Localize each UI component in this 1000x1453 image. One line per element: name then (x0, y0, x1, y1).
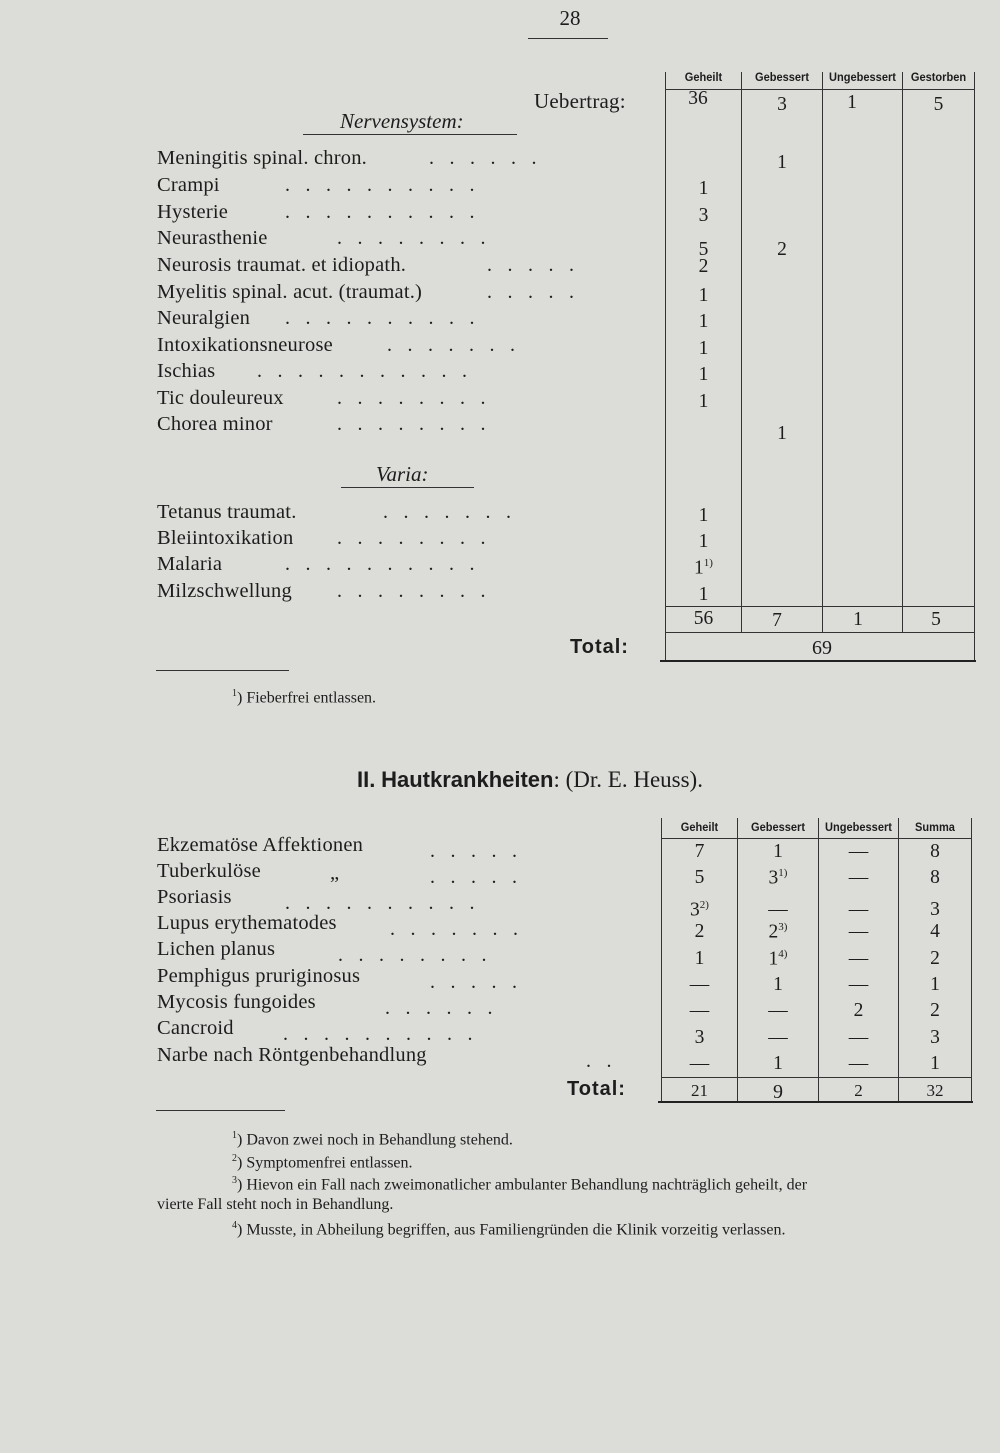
table-cell (899, 921, 971, 943)
cell-value: — (848, 867, 869, 888)
heading-title: Hautkrankheiten (381, 767, 554, 792)
leader-dots: .......... (285, 174, 490, 196)
cell-value: — (848, 1053, 869, 1074)
cell-value: — (848, 899, 869, 920)
row-label: Meningitis spinal. chron. (157, 147, 367, 169)
leader-dots: ..... (430, 840, 533, 862)
subsection-rule (341, 487, 474, 488)
leader-dots: ........ (337, 527, 501, 549)
table-cell (738, 974, 818, 996)
footnote-text: vierte Fall steht noch in Behandlung. (157, 1196, 394, 1213)
cell-value: — (848, 1027, 869, 1048)
footnote-mark: 1 (232, 688, 237, 699)
cell-value: 2 (777, 239, 787, 260)
table1-col-divider (822, 72, 823, 632)
footnote-text: ) Fieberfrei entlassen. (237, 689, 377, 707)
cell-value: 5 (698, 239, 709, 260)
row-label: Malaria (157, 553, 223, 575)
table2-header-rule (662, 838, 971, 839)
footnote-text: ) Symptomenfrei entlassen. (237, 1154, 413, 1172)
leader-dots: ...... (429, 147, 552, 169)
cell-value: 3 (698, 205, 709, 226)
cell-value: — (848, 948, 869, 969)
table-cell (666, 505, 741, 527)
cell-value: 1 (698, 178, 709, 199)
leader-dots: ..... (430, 866, 533, 888)
leader-dots: ........... (257, 360, 483, 382)
table1-total-rule (666, 632, 974, 633)
cell-value: 1 (773, 1053, 783, 1074)
cell-value: — (848, 921, 869, 942)
table2-col-header: Ungebessert (825, 820, 892, 834)
table2-col-header: Summa (915, 820, 955, 834)
footnote-mark: 3) (778, 921, 788, 933)
row-label: Tuberkulöse (157, 860, 261, 882)
table-cell (738, 899, 818, 921)
table-cell (662, 899, 737, 922)
table-cell (738, 841, 818, 863)
page-number: 28 (559, 6, 581, 30)
subsection-title-varia: Varia: (376, 462, 429, 486)
table-cell (662, 1027, 737, 1049)
sum-value: 5 (931, 609, 941, 630)
cell-value: 2 (853, 1000, 864, 1021)
cell-value: 8 (930, 867, 940, 888)
table-cell (662, 1053, 737, 1075)
cell-value: 1 (698, 391, 709, 412)
footnote-text: ) Musste, in Abheilung begriffen, aus Familiengründen die Klinik vorzeitig verlassen. (237, 1221, 786, 1239)
cell-value: 4 (930, 921, 940, 942)
cell-value: 2 (694, 921, 705, 942)
grand-total: 69 (812, 637, 832, 659)
table-cell (899, 899, 971, 921)
row-label: Narbe nach Röntgenbehandlung (157, 1044, 427, 1066)
cell-value: 3 (694, 1027, 705, 1048)
table-cell (819, 921, 898, 943)
cell-value: 3 (690, 899, 700, 921)
table-cell (666, 557, 741, 580)
cell-value: 2 (768, 921, 779, 943)
cell-value: 1 (698, 531, 709, 552)
cell-value: — (689, 974, 710, 995)
cell-value: 5 (694, 867, 705, 888)
row-label: Crampi (157, 174, 220, 196)
subsection-title-nervensystem: Nervensystem: (340, 109, 464, 133)
table-cell (666, 391, 741, 413)
table-cell (666, 205, 741, 227)
table-cell (819, 1000, 898, 1022)
table-cell (819, 1053, 898, 1075)
table-cell (738, 1053, 818, 1075)
uebertrag-value: 3 (777, 94, 787, 115)
table-cell (662, 867, 737, 889)
table-cell (738, 921, 818, 944)
total-value: 21 (691, 1081, 708, 1100)
row-label: Psoriasis (157, 886, 232, 908)
total-value: 9 (773, 1081, 783, 1103)
uebertrag-value: 36 (688, 88, 708, 109)
leader-dots: .......... (285, 892, 490, 914)
footnote (157, 1196, 393, 1214)
footnote-rule (156, 670, 289, 671)
footnote-mark: 1) (703, 557, 713, 569)
leader-dots: .. (586, 1050, 627, 1072)
table-cell (738, 1000, 818, 1022)
cell-value: 1 (698, 584, 709, 605)
leader-dots: ....... (383, 501, 527, 523)
leader-dots: ..... (430, 971, 533, 993)
table1-col-header: Gestorben (910, 70, 967, 84)
ditto-mark: „ (330, 862, 340, 884)
leader-dots: .......... (283, 1023, 488, 1045)
leader-dots: ........ (337, 227, 501, 249)
leader-dots: ........ (337, 413, 501, 435)
cell-value: 1 (777, 152, 787, 173)
cell-value: 1 (698, 338, 709, 359)
sum-value: 1 (853, 609, 863, 630)
row-label: Lichen planus (157, 938, 276, 960)
leader-dots: ..... (487, 254, 590, 276)
footnote-text: ) Davon zwei noch in Behandlung stehend. (237, 1131, 513, 1149)
total-label: Total: (567, 1078, 626, 1100)
cell-value: 8 (930, 841, 940, 862)
footnote-text: ) Hievon ein Fall nach zweimonatlicher ambulanter Behandlung nachträglich geheilt, der (237, 1176, 808, 1194)
table-cell (738, 867, 818, 890)
table-cell (666, 256, 741, 278)
cell-value: 1 (698, 364, 709, 385)
cell-value: 1 (694, 948, 705, 969)
leader-dots: ....... (387, 334, 531, 356)
cell-value: 3 (930, 1027, 940, 1048)
sum-value: 56 (693, 608, 714, 629)
sum-value: 7 (772, 610, 782, 631)
footnote-mark: 1 (232, 1130, 237, 1141)
table-cell (662, 921, 737, 943)
cell-value: — (848, 974, 869, 995)
table-cell (819, 974, 898, 996)
table-cell (666, 584, 741, 606)
cell-value: 1 (694, 557, 704, 579)
total-label: Total: (570, 636, 629, 658)
table-cell (666, 531, 741, 553)
row-label: Ekzematöse Affektionen (157, 834, 364, 856)
row-label: Cancroid (157, 1017, 234, 1039)
leader-dots: ..... (487, 281, 590, 303)
cell-value: 1 (930, 1053, 940, 1074)
cell-value: — (768, 899, 788, 920)
table-cell (666, 285, 741, 307)
cell-value: — (848, 841, 869, 862)
cell-value: 1 (777, 423, 787, 444)
row-label: Neuralgien (157, 307, 251, 329)
table-cell (666, 311, 741, 333)
table1-bottom-rule (660, 660, 976, 662)
footnote-mark: 3 (232, 1175, 237, 1186)
heading-numeral: II. (357, 767, 376, 792)
cell-value: 2 (930, 1000, 940, 1021)
cell-value: 3 (768, 867, 779, 889)
table2-col-header: Gebessert (750, 820, 805, 834)
cell-value: — (768, 1000, 788, 1021)
table-cell (899, 841, 971, 863)
table1-sum-rule (666, 606, 974, 607)
footnote-mark: 4 (232, 1220, 237, 1231)
footnote-mark: 4) (778, 948, 788, 960)
table2-total-rule (662, 1077, 971, 1078)
subsection-rule (303, 134, 517, 135)
table-cell (819, 867, 898, 889)
page-number-rule (528, 38, 608, 39)
table-cell (666, 178, 741, 200)
cell-value: 1 (768, 948, 779, 970)
footnote (232, 688, 376, 707)
leader-dots: ........ (337, 387, 501, 409)
leader-dots: .......... (285, 553, 490, 575)
table-cell (899, 948, 971, 970)
row-label: Myelitis spinal. acut. (traumat.) (157, 281, 423, 303)
leader-dots: ........ (338, 944, 502, 966)
footnote-rule (156, 1110, 285, 1111)
table-cell (738, 948, 818, 971)
table-cell (742, 239, 822, 261)
footnote (232, 1220, 785, 1239)
leader-dots: .......... (285, 307, 490, 329)
leader-dots: .......... (285, 201, 490, 223)
row-label: Ischias (157, 360, 216, 382)
cell-value: 1 (698, 311, 709, 332)
uebertrag-value: 5 (933, 94, 944, 115)
footnote-mark: 2 (232, 1153, 237, 1164)
leader-dots: ........ (337, 580, 501, 602)
footnote (232, 1153, 413, 1172)
table-cell (819, 1027, 898, 1049)
cell-value: 3 (930, 899, 940, 920)
cell-value: 1 (698, 505, 709, 526)
row-label: Chorea minor (157, 413, 273, 435)
table-cell (819, 841, 898, 863)
row-label: Intoxikationsneurose (157, 334, 333, 356)
row-label: Tetanus traumat. (157, 501, 297, 523)
table1-col-header: Geheilt (684, 70, 723, 84)
table-cell (666, 338, 741, 360)
row-label: Tic douleureux (157, 387, 284, 409)
table-cell (666, 364, 741, 386)
uebertrag-label: Uebertrag: (534, 89, 626, 113)
leader-dots: ....... (390, 918, 534, 940)
footnote (232, 1130, 513, 1149)
leader-dots: ...... (385, 997, 508, 1019)
uebertrag-value: 1 (847, 92, 857, 113)
heading-author: : (Dr. E. Heuss). (553, 767, 703, 792)
row-label: Lupus erythematodes (157, 912, 337, 934)
table-cell (738, 1027, 818, 1049)
table-cell (819, 899, 898, 921)
row-label: Neurasthenie (157, 227, 268, 249)
table1-col-header: Ungebessert (829, 70, 896, 84)
table-cell (742, 152, 822, 174)
row-label: Mycosis fungoides (157, 991, 316, 1013)
cell-value: 2 (930, 948, 940, 969)
table1-col-divider (902, 72, 903, 632)
table-cell (662, 841, 737, 863)
table-cell (899, 1000, 971, 1022)
row-label: Milzschwellung (157, 580, 292, 602)
table-cell (742, 423, 822, 445)
table-cell (662, 974, 737, 996)
section-heading (357, 767, 703, 793)
cell-value: 1 (698, 285, 709, 306)
cell-value: 2 (698, 256, 709, 277)
cell-value: — (768, 1027, 788, 1048)
row-label: Hysterie (157, 201, 229, 223)
table-cell (662, 948, 737, 970)
cell-value: 1 (773, 841, 783, 862)
row-label: Bleiintoxikation (157, 527, 294, 549)
cell-value: 1 (773, 974, 783, 995)
cell-value: — (689, 1053, 710, 1074)
table1-col-header: Gebessert (754, 70, 809, 84)
table2-col-header: Geheilt (680, 820, 719, 834)
footnote-mark: 2) (699, 899, 709, 911)
cell-value: 7 (694, 841, 705, 862)
total-value: 2 (854, 1081, 863, 1100)
table-cell (662, 1000, 737, 1022)
footnote (232, 1175, 807, 1194)
row-label: Neurosis traumat. et idiopath. (157, 254, 407, 276)
footnote-mark: 1) (778, 867, 788, 879)
table2-right-border (971, 818, 972, 1102)
table-cell (899, 974, 971, 996)
total-value: 32 (926, 1081, 944, 1100)
table-cell (899, 1027, 971, 1049)
row-label: Pemphigus pruriginosus (157, 965, 361, 987)
table-cell (899, 867, 971, 889)
cell-value: — (689, 1000, 710, 1021)
table-cell (899, 1053, 971, 1075)
table1-right-border (974, 72, 975, 662)
table-cell (819, 948, 898, 970)
cell-value: 1 (930, 974, 940, 995)
